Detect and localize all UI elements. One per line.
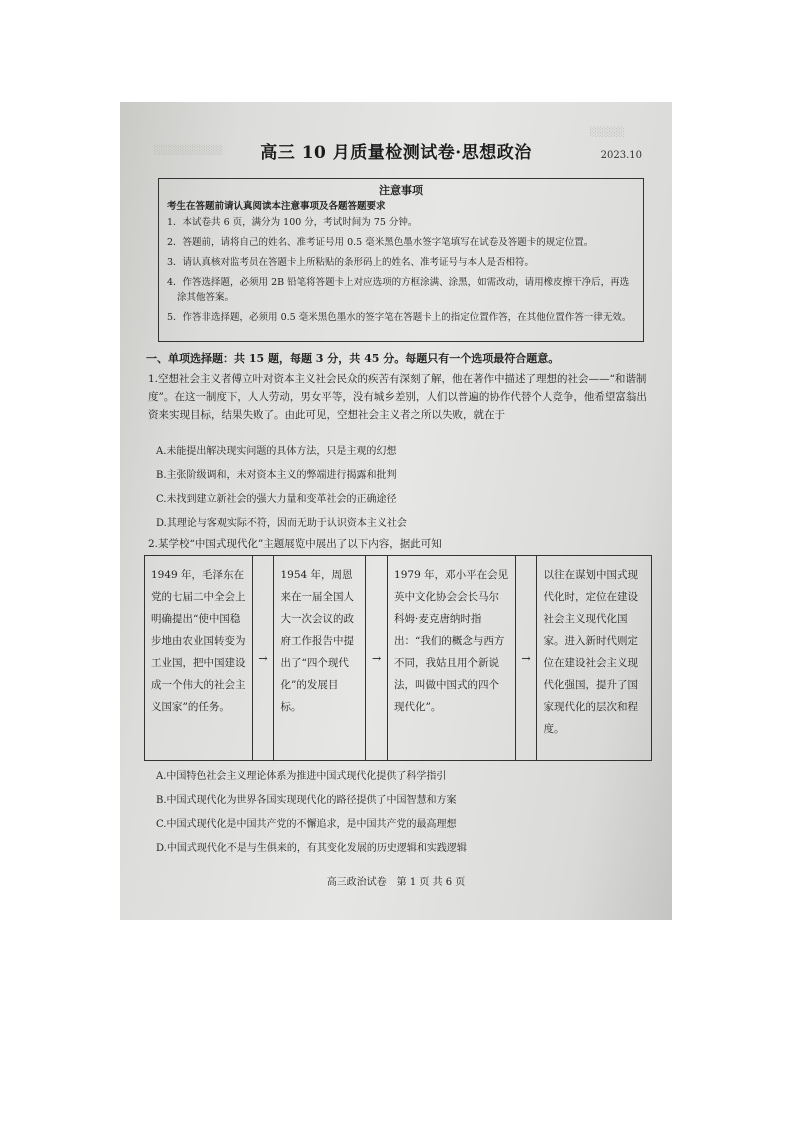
question-1-option-b: B.主张阶级调和，未对资本主义的弊端进行揭露和批判 — [156, 470, 397, 481]
bleed-through-text: ░░░░░ — [590, 128, 625, 138]
question-2-option-c: C.中国式现代化是中国共产党的不懈追求，是中国共产党的最高理想 — [156, 819, 457, 830]
document-photo — [120, 102, 672, 920]
exam-title: 高三 10 月质量检测试卷·思想政治 — [260, 143, 532, 163]
exam-date: 2023.10 — [600, 150, 642, 161]
arrow-right-icon: → — [253, 556, 275, 760]
bleed-through-text: ░░░░░░░░░░ — [154, 146, 224, 156]
question-1-option-c: C.未找到建立新社会的强大力量和变革社会的正确途径 — [156, 494, 397, 505]
notice-item: 4．作答选择题，必须用 2B 铅笔将答题卡上对应选项的方框涂满、涂黑，如需改动，请用橡皮擦干净后，再选涂其他答案。 — [167, 277, 630, 303]
question-2-option-b: B.中国式现代化为世界各国实现现代化的路径提供了中国智慧和方案 — [156, 795, 457, 806]
timeline-box-new-era: 以往在谋划中国式现代化时，定位在建设社会主义现代化国家。进入新时代则定位在建设社会主义现代化强国，提升了国家现代化的层次和程度。 — [543, 569, 638, 735]
notice-item: 2．答题前，请将自己的姓名、准考证号用 0.5 毫米黑色墨水签字笔填写在试卷及答题卡的规定位置。 — [167, 237, 594, 248]
section-heading: 一、单项选择题：共 15 题，每题 3 分，共 45 分。每题只有一个选项最符合题意。 — [146, 352, 560, 365]
question-1-stem: 1.空想社会主义者傅立叶对资本主义社会民众的疾苦有深刻了解，他在著作中描述了理想的社会——“和谐制度”。在这一制度下，人人劳动，男女平等，没有城乡差别，人们以普遍的协作代替个人竞争，他希望富翁出资来实现目标，结果失败了。由此可见，空想社会主义者之所以失败，就在于 — [148, 373, 647, 421]
timeline-box-1954: 1954 年，周恩来在一届全国人大一次会议的政府工作报告中提出了“四个现代化”的发展目标。 — [274, 556, 366, 760]
notice-box — [158, 178, 644, 342]
arrow-right-icon: → — [516, 556, 538, 760]
timeline-flowchart — [144, 555, 652, 761]
exam-sheet — [120, 102, 672, 920]
question-1-option-a: A.未能提出解决现实问题的具体方法，只是主观的幻想 — [156, 446, 397, 457]
timeline-box-1979: 1979 年，邓小平在会见英中文化协会会长马尔科姆·麦克唐纳时指出：“我们的概念与西方不同，我姑且用个新说法，叫做中国式的四个现代化”。 — [388, 556, 516, 760]
question-1-option-d: D.其理论与客观实际不符，因而无助于认识资本主义社会 — [156, 518, 407, 529]
notice-subtitle: 考生在答题前请认真阅读本注意事项及各题答题要求 — [167, 201, 386, 212]
notice-item: 5．作答非选择题，必须用 0.5 毫米黑色墨水的签字笔在答题卡上的指定位置作答，在其他位置作答一律无效。 — [167, 312, 632, 323]
notice-title: 注意事项 — [379, 184, 423, 197]
question-2-option-a: A.中国特色社会主义理论体系为推进中国式现代化提供了科学指引 — [156, 771, 447, 782]
notice-item: 1．本试卷共 6 页，满分为 100 分，考试时间为 75 分钟。 — [167, 217, 418, 228]
question-2-stem: 2.某学校“中国式现代化”主题展览中展出了以下内容，据此可知 — [148, 538, 442, 550]
question-2-option-d: D.中国式现代化不是与生俱来的，有其变化发展的历史逻辑和实践逻辑 — [156, 843, 467, 854]
arrow-right-icon: → — [366, 556, 388, 760]
timeline-box-1949: 1949 年，毛泽东在党的七届二中全会上明确提出“使中国稳步地由农业国转变为工业国，把中国建设成一个伟大的社会主义国家”的任务。 — [145, 556, 253, 760]
page-footer: 高三政治试卷 第 1 页 共 6 页 — [326, 877, 466, 888]
notice-item: 3．请认真核对监考员在答题卡上所粘贴的条形码上的姓名、准考证号与本人是否相符。 — [167, 257, 535, 268]
